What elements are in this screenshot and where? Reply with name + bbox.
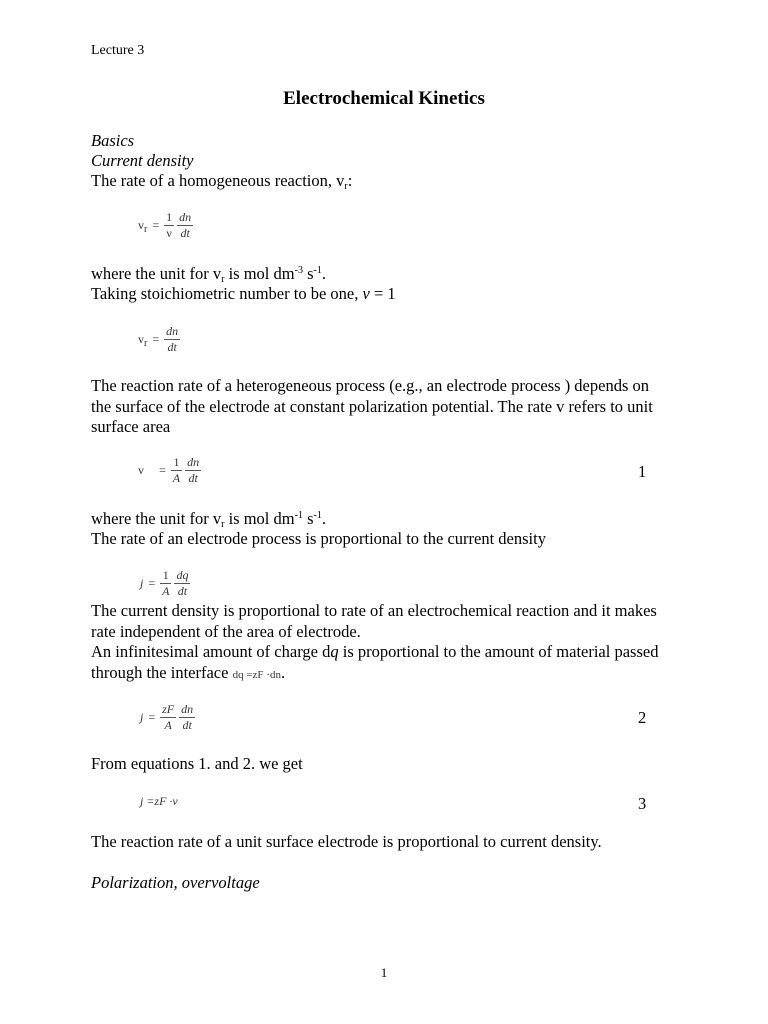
equation-number-2: 2 <box>638 708 647 727</box>
stoichiometric-text: Taking stoichiometric number to be one, ν = 1 <box>91 284 396 303</box>
lecture-header: Lecture 3 <box>91 43 145 58</box>
page-number: 1 <box>380 965 388 980</box>
page-title: Electrochemical Kinetics <box>283 88 485 109</box>
equation-rate-simple: $v_r$ = $\frac{dn}{dt}$ <box>138 324 179 354</box>
unit-text-1: where the unit for $v_r$ is mol $dm^{-3}$ $s^{-1}$. <box>91 264 326 285</box>
heterogeneous-paragraph: The reaction rate of a heterogeneous process (e.g., an electrode process ) depends on the surface of the electrode at constant polarization potential. The rate v refers to unit surface area <box>91 376 653 436</box>
homogeneous-rate-text: The rate of a homogeneous reaction, $v_r$: <box>91 171 353 192</box>
equation-1: v = $\frac{1}{A}$ $\frac{dn}{dt}$ <box>138 455 200 485</box>
equation-number-3: 3 <box>638 794 647 813</box>
from-equations-text: From equations 1. and 2. we get <box>91 754 303 773</box>
equation-number-1: 1 <box>638 462 647 481</box>
section-basics: Basics <box>91 131 135 150</box>
unit-text-2: where the unit for $v_r$ is mol $dm^{-1}$ $s^{-1}$. <box>91 509 326 530</box>
infinitesimal-paragraph: An infinitesimal amount of charge dq is proportional to the amount of material passed through the interface dq =zF ·dn. <box>91 642 659 682</box>
unit-surface-text: The reaction rate of a unit surface electrode is proportional to current density. <box>91 832 602 851</box>
equation-homogeneous-rate: $v_r$ = $\frac{1}{\nu}$ $\frac{dn}{dt}$ <box>138 210 192 240</box>
section-polarization: Polarization, overvoltage <box>91 873 260 892</box>
equation-current-density: j = $\frac{1}{A}$ $\frac{dq}{dt}$ <box>140 568 189 598</box>
section-current-density: Current density <box>91 151 194 170</box>
equation-2: j = $\frac{zF}{A}$ $\frac{dn}{dt}$ <box>140 702 194 732</box>
proportional-text: The rate of an electrode process is proportional to the current density <box>91 529 546 548</box>
equation-3: j =zF ·v <box>140 794 178 808</box>
current-density-paragraph: The current density is proportional to rate of an electrochemical reaction and it makes rate independent of the area of electrode. <box>91 601 657 641</box>
